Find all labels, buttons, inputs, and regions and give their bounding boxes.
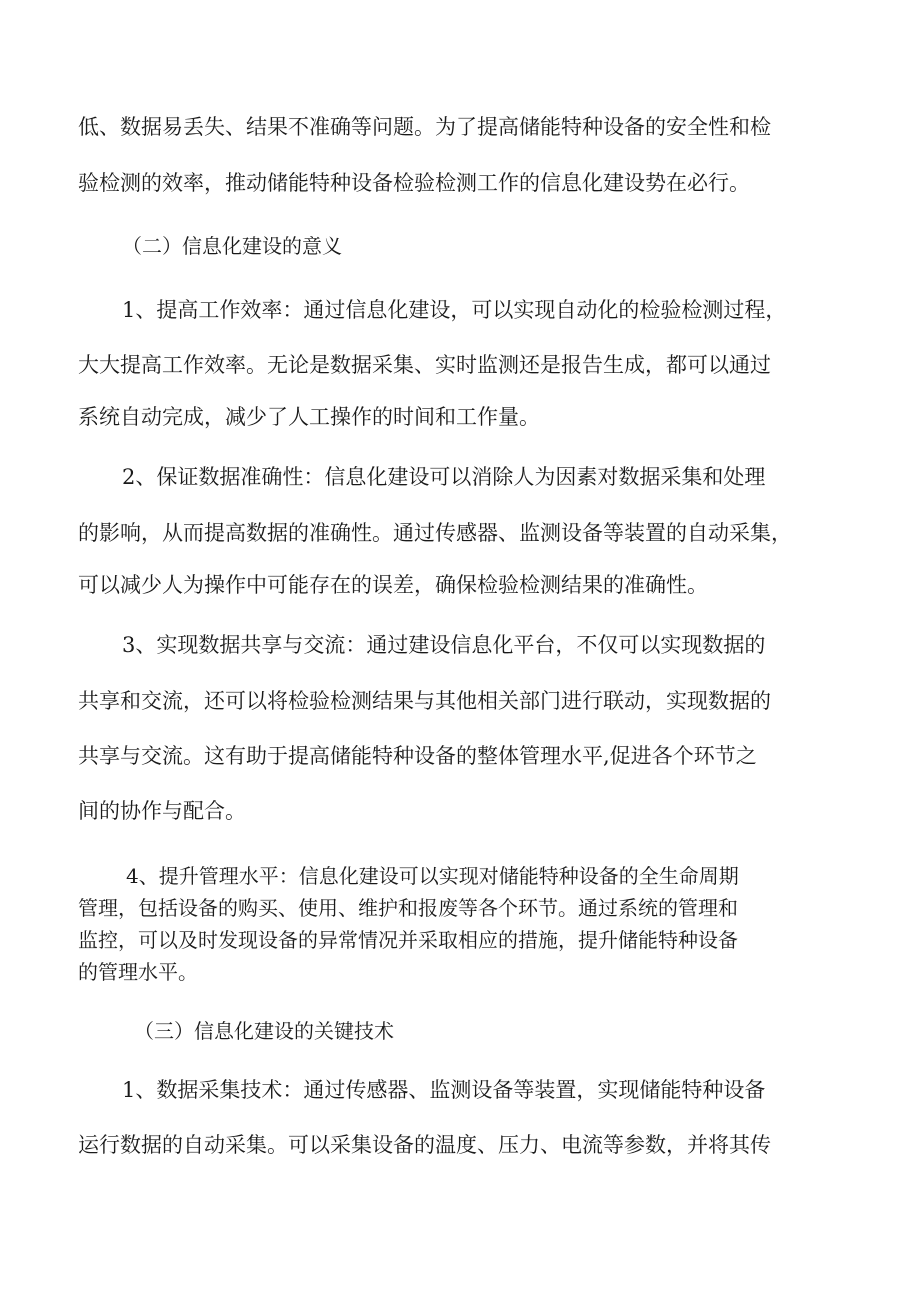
s2-item-4-line-2: 管理，包括设备的购买、使用、维护和报废等各个环节。通过系统的管理和 (78, 896, 738, 920)
s2-item-4-line-3: 监控，可以及时发现设备的异常情况并采取相应的措施，提升储能特种设备 (78, 928, 738, 952)
s2-item-1-line-3: 系统自动完成，减少了人工操作的时间和工作量。 (78, 405, 540, 429)
section-2-heading: （二）信息化建设的意义 (122, 234, 342, 258)
s2-item-3-line-4: 间的协作与配合。 (78, 799, 246, 823)
s2-item-4-line-1: 4、提升管理水平：信息化建设可以实现对储能特种设备的全生命周期 (126, 864, 739, 888)
intro-line-2: 验检测的效率，推动储能特种设备检验检测工作的信息化建设势在必行。 (78, 171, 750, 195)
s2-item-3-line-1: 3、实现数据共享与交流：通过建设信息化平台，不仅可以实现数据的 (122, 633, 766, 657)
s2-item-2-line-1: 2、保证数据准确性：信息化建设可以消除人为因素对数据采集和处理 (122, 465, 766, 489)
intro-line-1: 低、数据易丢失、结果不准确等问题。为了提高储能特种设备的安全性和检 (78, 115, 771, 139)
s3-item-1-line-1: 1、数据采集技术：通过传感器、监测设备等装置，实现储能特种设备 (122, 1078, 766, 1102)
section-3-heading: （三）信息化建设的关键技术 (134, 1019, 394, 1043)
s2-item-3-line-3: 共享与交流。这有助于提高储能特种设备的整体管理水平,促进各个环节之 (78, 744, 757, 768)
s2-item-3-line-2: 共享和交流，还可以将检验检测结果与其他相关部门进行联动，实现数据的 (78, 689, 771, 713)
s2-item-1-line-2: 大大提高工作效率。无论是数据采集、实时监测还是报告生成，都可以通过 (78, 353, 771, 377)
s2-item-4-line-4: 的管理水平。 (78, 960, 198, 984)
s2-item-2-line-3: 可以减少人为操作中可能存在的误差，确保检验检测结果的准确性。 (78, 573, 708, 597)
s3-item-1-line-2: 运行数据的自动采集。可以采集设备的温度、压力、电流等参数，并将其传 (78, 1133, 771, 1157)
s2-item-1-line-1: 1、提高工作效率：通过信息化建设，可以实现自动化的检验检测过程， (122, 298, 787, 322)
s2-item-2-line-2: 的影响，从而提高数据的准确性。通过传感器、监测设备等装置的自动采集， (78, 521, 792, 545)
